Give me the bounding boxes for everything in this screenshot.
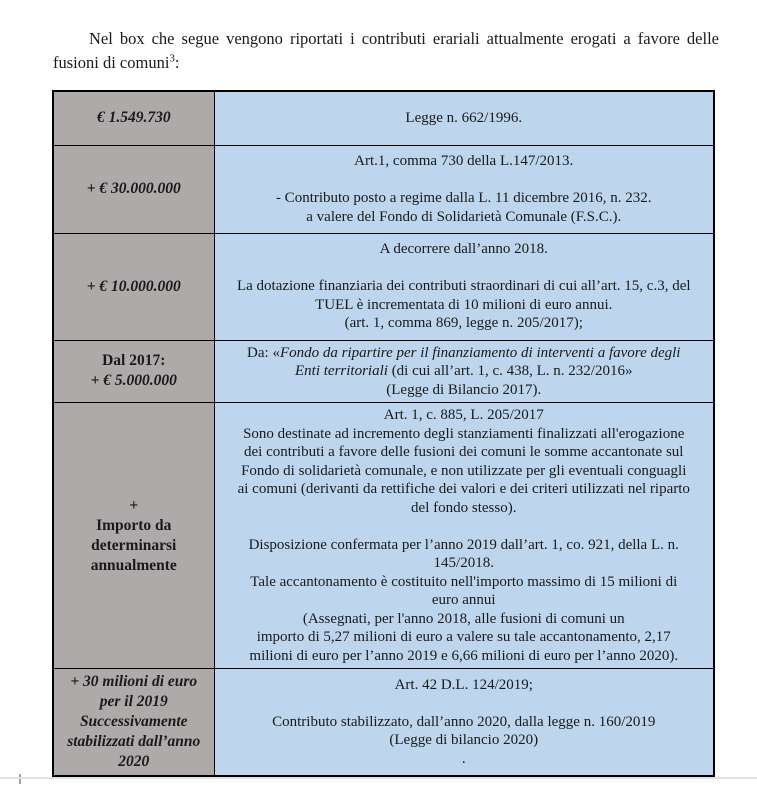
- cell-line: [225, 109, 704, 128]
- cell-line: [225, 171, 704, 190]
- amount-line: annualmente: [90, 556, 177, 574]
- intro-colon: :: [174, 53, 180, 72]
- cell-line: [225, 517, 704, 536]
- table-row: [53, 669, 714, 777]
- detail-cell: [214, 669, 714, 777]
- cell-line: [225, 647, 704, 666]
- amount-cell: [53, 145, 214, 233]
- cell-text-segment: ai comuni (derivanti da rettifiche dei valori e dei criteri utilizzati nel riparto: [237, 481, 690, 497]
- table-row: [53, 233, 714, 340]
- cell-text-segment: Contributo stabilizzato, dall’anno 2020, dalla legge n. 160/2019: [272, 713, 656, 730]
- cell-line: [225, 499, 704, 518]
- detail-cell: [214, 340, 714, 403]
- amount-cell: [53, 669, 214, 777]
- cell-text-segment: - Contributo posto a regime dalla L. 11 dicembre 2016, n. 232.: [275, 190, 652, 206]
- cell-line: [225, 152, 704, 171]
- cell-text-segment: (Legge di bilancio 2020): [389, 732, 539, 749]
- cell-line: [225, 536, 704, 555]
- amount-line: per il 2019: [99, 693, 168, 710]
- cell-line: [225, 240, 704, 259]
- cell-line: [225, 713, 704, 732]
- amount-line: stabilizzati dall’anno: [67, 733, 201, 750]
- amount-cell: [53, 340, 214, 403]
- page-edge-artifact: [19, 774, 21, 784]
- cell-line: [225, 462, 704, 481]
- footnote-reference: 3: [169, 52, 175, 65]
- amount-line: Importo da: [96, 516, 172, 534]
- cell-line: [225, 628, 704, 647]
- cell-text-segment: Sono destinate ad incremento degli stanziamenti finalizzati all'erogazione: [243, 425, 685, 442]
- cell-line: [225, 362, 704, 381]
- table-row: [53, 145, 714, 233]
- amount-line: + € 30.000.000: [86, 180, 181, 197]
- amount-line: Dal 2017:: [102, 352, 166, 370]
- amount-cell: [53, 403, 214, 669]
- cell-line: [225, 189, 704, 208]
- contributions-table: [52, 90, 715, 777]
- cell-line: [225, 208, 704, 227]
- table-row: [53, 91, 714, 145]
- cell-text-segment: A decorrere dall’anno 2018.: [379, 241, 548, 258]
- cell-line: [225, 480, 704, 499]
- cell-text-segment: Tale accantonamento è costituito nell'importo massimo di 15 milioni di: [250, 573, 678, 590]
- cell-text-segment: Enti territoriali: [295, 363, 388, 379]
- cell-line: [225, 443, 704, 462]
- cell-line: [225, 406, 704, 425]
- cell-text-segment: dei contributi a favore delle fusioni dei comuni le somme accantonate sul: [244, 444, 684, 460]
- table-row: [53, 403, 714, 669]
- cell-text-segment: Art. 1, c. 885, L. 205/2017: [383, 407, 544, 423]
- amount-line: +: [129, 496, 139, 514]
- amount-line: + € 5.000.000: [90, 372, 177, 390]
- cell-line: [225, 573, 704, 592]
- cell-line: [225, 425, 704, 444]
- cell-text-segment: Art. 42 D.L. 124/2019;: [394, 676, 533, 693]
- cell-text-segment: (di cui all’art. 1, c. 438, L. n. 232/2016»: [387, 363, 633, 379]
- cell-line: [225, 259, 704, 278]
- detail-cell: [214, 91, 714, 145]
- amount-line: 2020: [118, 753, 150, 770]
- amount-cell: [53, 91, 214, 145]
- cell-line: [225, 694, 704, 713]
- amount-line: + 30 milioni di euro: [70, 673, 198, 690]
- cell-text-segment: Art.1, comma 730 della L.147/2013.: [354, 153, 574, 169]
- cell-text-segment: Legge n. 662/1996.: [405, 110, 523, 126]
- cell-text-segment: euro annui: [431, 592, 496, 608]
- cell-text-segment: .: [461, 750, 466, 767]
- cell-line: [225, 381, 704, 400]
- table-row: [53, 340, 714, 403]
- cell-text-segment: (Assegnati, per l'anno 2018, alle fusioni di comuni un: [302, 610, 625, 627]
- cell-text-segment: a valere del Fondo di Solidarietà Comunale (F.S.C.).: [306, 208, 622, 225]
- document-page: [0, 27, 757, 777]
- intro-paragraph: [53, 27, 719, 75]
- page-edge-line: [0, 777, 757, 779]
- cell-text-segment: TUEL è incrementata di 10 milioni di euro annui.: [315, 296, 613, 313]
- detail-cell: [214, 145, 714, 233]
- cell-line: [225, 344, 704, 363]
- cell-text-segment: milioni di euro per l’anno 2019 e 6,66 milioni di euro per l’anno 2020).: [249, 647, 679, 664]
- amount-line: € 1.549.730: [96, 109, 171, 127]
- amount-line: + € 10.000.000: [86, 277, 181, 295]
- cell-text-segment: (art. 1, comma 869, legge n. 205/2017);: [344, 315, 583, 332]
- cell-text-segment: Disposizione confermata per l’anno 2019 dall’art. 1, co. 921, della L. n.: [248, 536, 679, 553]
- cell-text-segment: (Legge di Bilancio 2017).: [386, 381, 542, 398]
- cell-line: [225, 277, 704, 296]
- amount-line: determinarsi: [91, 536, 177, 554]
- cell-text-segment: La dotazione finanziaria dei contributi straordinari di cui all’art. 15, c.3, del: [236, 278, 691, 295]
- cell-line: [225, 750, 704, 769]
- detail-cell: [214, 233, 714, 340]
- cell-line: [225, 676, 704, 695]
- cell-text-segment: Da: «: [247, 344, 280, 361]
- cell-line: [225, 314, 704, 333]
- intro-text: Nel box che segue vengono riportati i contributi erariali attualmente erogati a favore delle fusioni di comuni: [53, 29, 719, 72]
- cell-text-segment: importo di 5,27 milioni di euro a valere su tale accantonamento, 2,17: [256, 629, 671, 645]
- cell-line: [225, 296, 704, 315]
- amount-cell: [53, 233, 214, 340]
- cell-line: [225, 554, 704, 573]
- detail-cell: [214, 403, 714, 669]
- amount-line: Successivamente: [79, 713, 188, 730]
- cell-line: [225, 610, 704, 629]
- cell-text-segment: Fondo di solidarietà comunale, e non utilizzate per gli eventuali conguagli: [241, 462, 687, 479]
- cell-text-segment: 145/2018.: [433, 555, 494, 571]
- cell-line: [225, 591, 704, 610]
- cell-text-segment: del fondo stesso).: [411, 499, 517, 516]
- cell-line: [225, 731, 704, 750]
- cell-text-segment: Fondo da ripartire per il finanziamento di interventi a favore degli: [279, 344, 681, 361]
- contributions-table-body: [53, 91, 714, 776]
